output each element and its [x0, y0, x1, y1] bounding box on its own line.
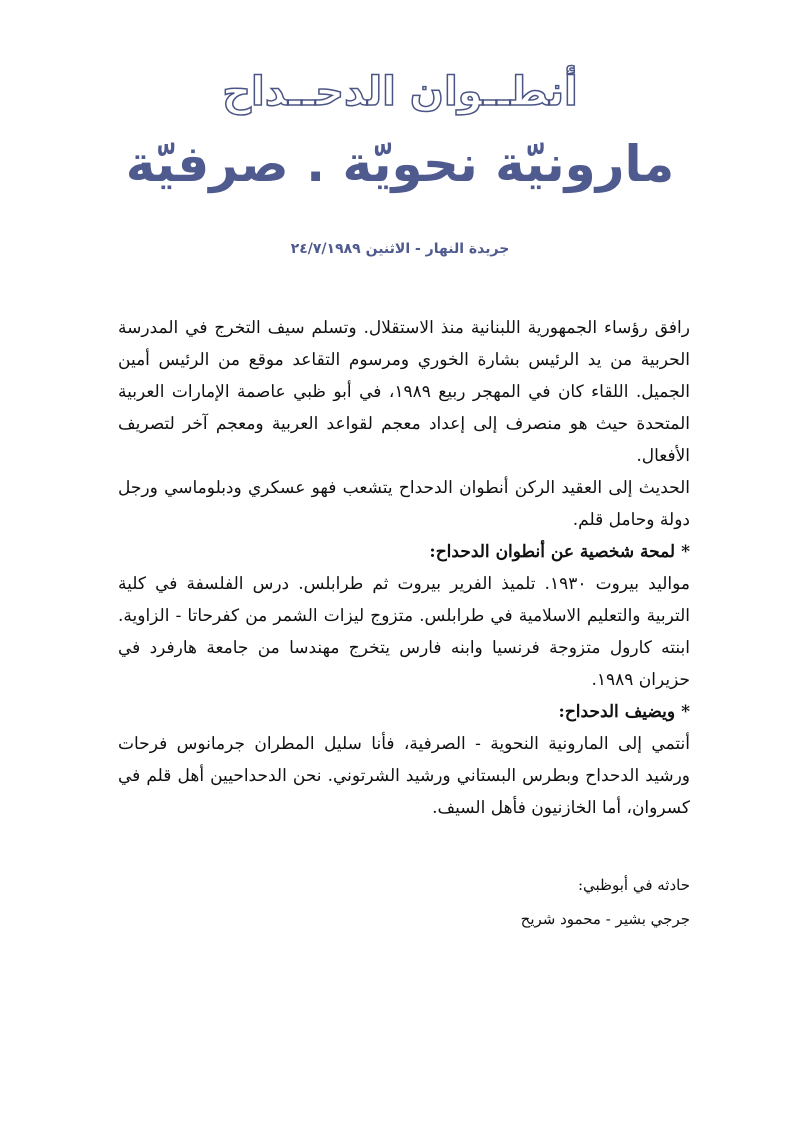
lead-paragraph: الحديث إلى العقيد الركن أنطوان الدحداح يتشعب فهو عسكري ودبلوماسي ورجل دولة وحامل قلم. — [118, 478, 690, 530]
asterisk-icon: * — [681, 542, 690, 562]
publication-source: جريدة النهار - الاثنين ٢٤/٧/١٩٨٩ — [290, 241, 510, 257]
signature-line: حادثه في أبوظبي: — [577, 876, 690, 894]
article-body — [118, 312, 690, 824]
section-heading-adds-text: ويضيف الدحداح: — [558, 702, 676, 722]
bio-paragraph: مواليد بيروت ١٩٣٠. تلميذ الفرير بيروت ثم طرابلس. درس الفلسفة في كلية التربية والتعليم الاسلامية في طرابلس. متزوج ليزات الشمر من كفرحاتا - الزاوية. ابنته كارول متزوجة فرنسيا وابنه فارس يتخرج مهندسا من جامعة هارفرد في حزيران ١٩٨٩. — [118, 574, 690, 690]
section-heading-adds — [118, 696, 690, 728]
section-heading-bio — [118, 536, 690, 568]
signature-authors: جرجي بشير - محمود شريح — [520, 910, 690, 928]
quote-paragraph: أنتمي إلى المارونية النحوية - الصرفية، فأنا سليل المطران جرمانوس فرحات ورشيد الدحداح وبطرس البستاني ورشيد الشرتوني. نحن الدحداحيين أهل قلم في كسروان، أما الخازنيون فأهل السيف. — [118, 734, 690, 818]
interview-signature — [118, 868, 690, 936]
article-title: مارونيّة نحويّة . صرفيّة — [125, 135, 675, 193]
author-name: أنطــوان الدحــداح — [222, 69, 578, 115]
section-heading-bio-text: لمحة شخصية عن أنطوان الدحداح: — [429, 542, 676, 562]
intro-paragraph: رافق رؤساء الجمهورية اللبنانية منذ الاستقلال. وتسلم سيف التخرج في المدرسة الحربية من يد الرئيس بشارة الخوري ومرسوم التقاعد موقع من الرئيس أمين الجميل. اللقاء كان في المهجر ربيع ١٩٨٩، في أبو ظبي عاصمة الإمارات العربية المتحدة حيث هو منصرف إلى إعداد معجم لقواعد العربية ومعجم آخر لتصريف الأفعال. — [118, 318, 691, 466]
asterisk-icon: * — [681, 702, 690, 722]
